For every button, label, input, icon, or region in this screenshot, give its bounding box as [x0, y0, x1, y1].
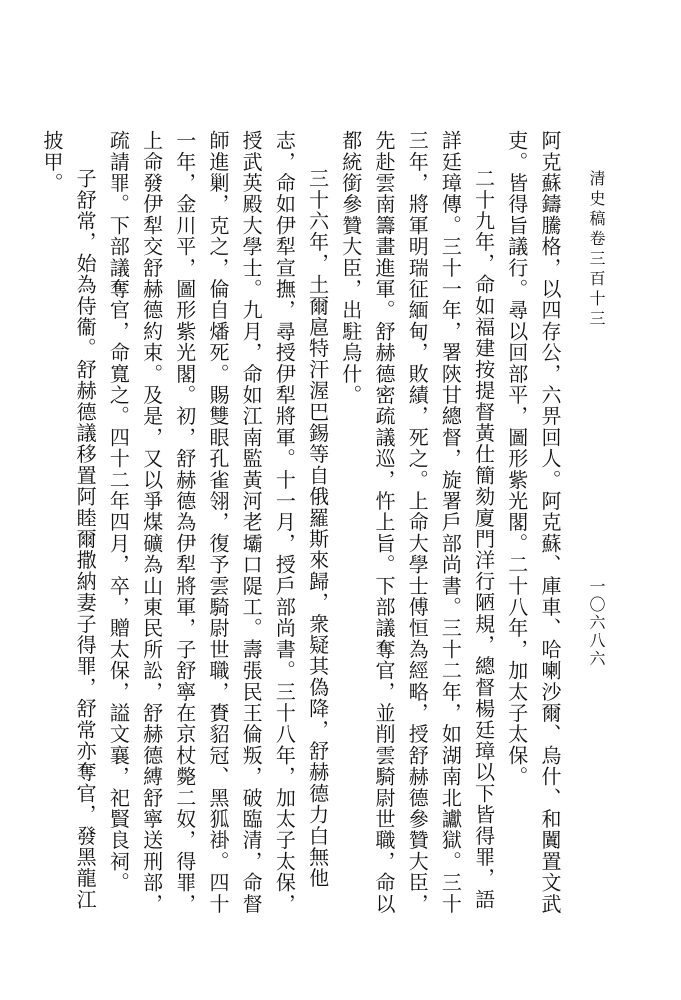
paragraph-3: 三十六年，土爾扈特汗渥巴錫等自俄羅斯來歸，衆疑其偽降，舒赫德力白無他志，命如伊犁宣撫，尋授伊犁將軍。十一月，授戶部尚書。三十八年，加太子太保，授武英殿大學士。九月，命如江南監黃河老壩口隄工。壽張民王倫叛，破臨清，命督師進剿，克之，倫自燔死。賜雙眼孔雀翎，復予雲騎尉世職，賚貂冠、黑狐褂。四十一年，金川平，圖形紫光閣。初，舒赫德為伊犁將軍，子舒寧在京杖斃二奴，得罪，上命發伊犁交舒赫德約束。及是，又以爭煤礦為山東民所訟，舒赫德縛舒寧送刑部，疏請罪。下部議奪官，命寬之。四十二年四月，卒，贈太保，謚文襄，祀賢良祠。: [106, 130, 330, 915]
paragraph-4: 子舒常，始為侍衞。舒赫德議移置阿睦爾撒納妻子得罪，舒常亦奪官，發黑龍江披甲。: [39, 130, 98, 910]
main-text: [39, 130, 566, 930]
paragraph-2: 二十九年，命如福建按提督黃仕簡劾廈門洋行陋規，總督楊廷璋以下皆得罪，語詳廷璋傳。三十一年，署陝甘總督，旋署戶部尚書。三十二年，如湖南北讞獄。三十三年，將軍明瑞征緬甸，敗績，死之。上命大學士傅恒為經略，授舒赫德參贊大臣，先赴雲南籌畫進軍。舒赫德密疏議巡，忤上旨。下部議奪官，並削雲騎尉世職，命以都統銜參贊大臣，出駐烏什。: [338, 130, 496, 915]
running-head: 清史稿卷三百十三: [587, 170, 606, 330]
paragraph-1: 阿克蘇鑄騰格，以四存公，六畀回人。阿克蘇、庫車、哈喇沙爾、烏什、和闐置文武吏。皆得旨議行。尋以回部平，圖形紫光閣。二十八年，加太子太保。: [504, 130, 562, 915]
page-number: 一〇六八六: [587, 578, 606, 668]
